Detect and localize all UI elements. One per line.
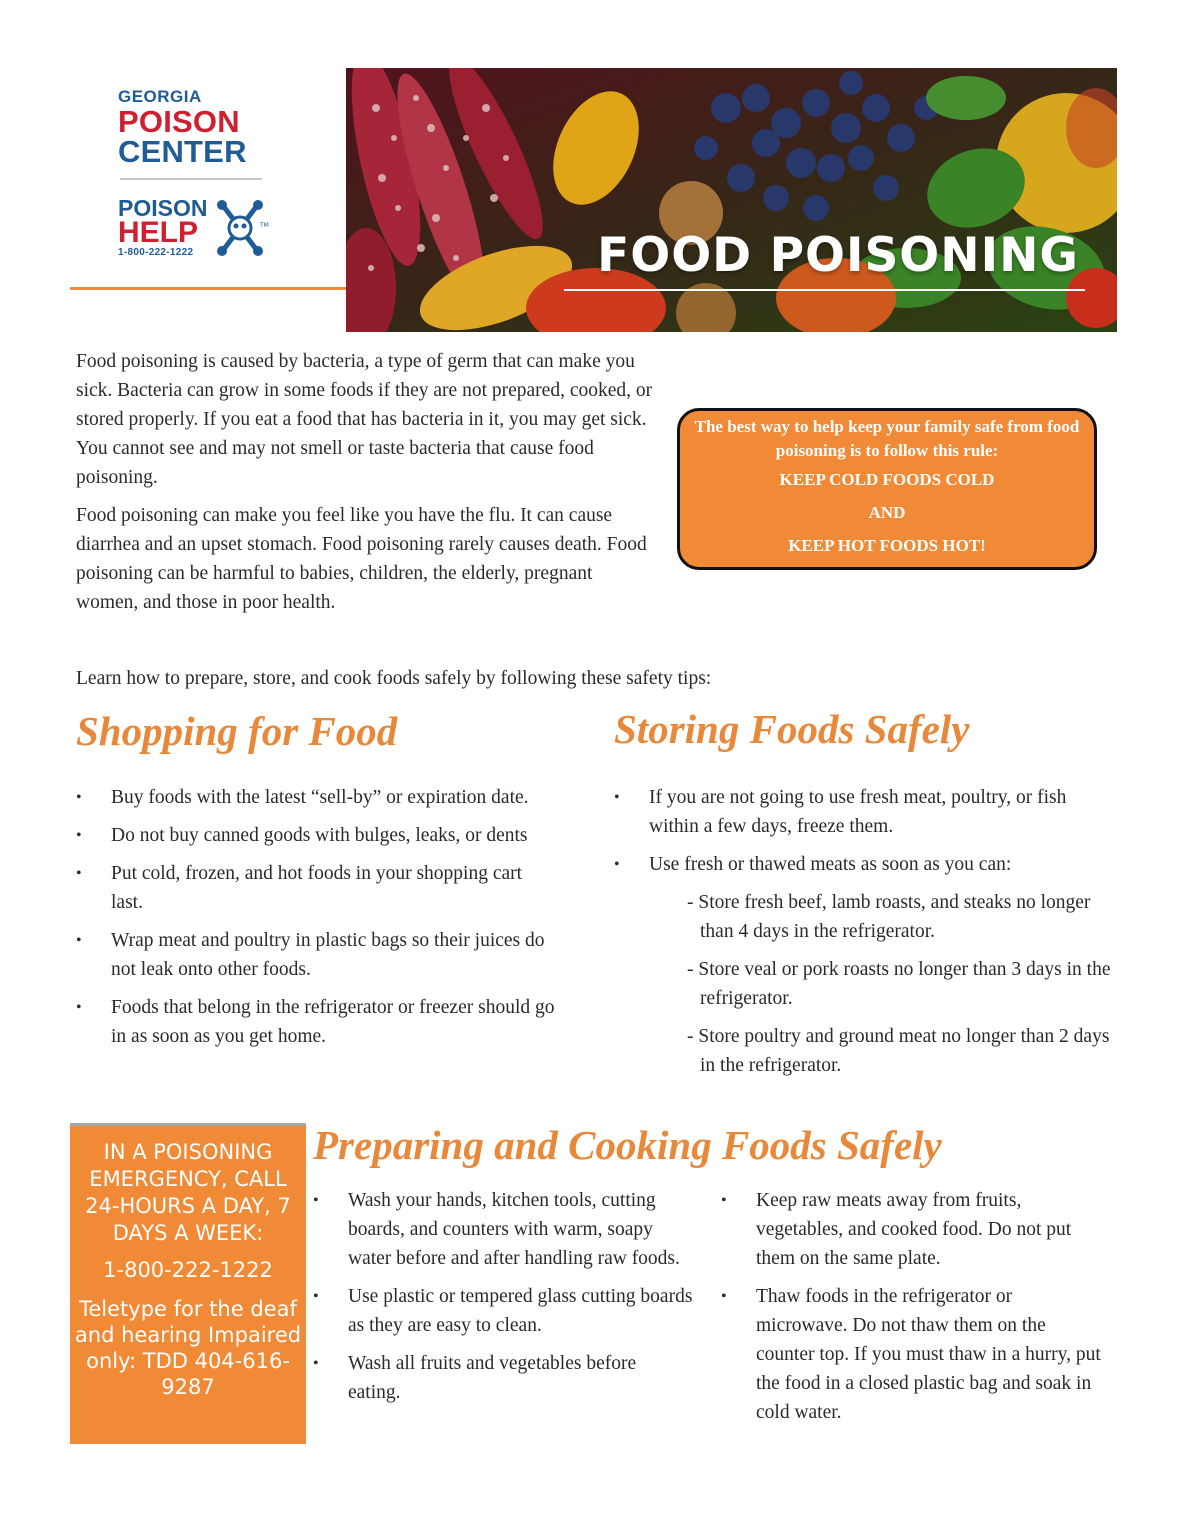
list-item-text: Keep raw meats away from fruits, vegetables, and cooked food. Do not put them on the same plate. [756, 1190, 1072, 1269]
bullet-icon: • [313, 1192, 319, 1209]
list-item [313, 1349, 693, 1407]
list-item-text: Use plastic or tempered glass cutting boards as they are easy to clean. [348, 1286, 693, 1336]
skull-crossbones-icon [210, 197, 270, 263]
poison-help-logo [118, 197, 268, 267]
logo-line-poison-help: POISON [118, 195, 208, 221]
emergency-callout [70, 1123, 306, 1444]
list-item [76, 821, 556, 850]
rule-callout [677, 408, 1097, 570]
list-item-text: Buy foods with the latest “sell-by” or expiration date. [111, 787, 529, 808]
intro-paragraph-1: Food poisoning is caused by bacteria, a type of germ that can make you sick. Bacteria can grow in some foods if they are not prepared, cooked, or stored properly. If you eat a food that has bacteria in it, you may get sick. You cannot see and may not smell or taste bacteria that cause food poisoning. [76, 351, 653, 488]
safety-tips-intro: Learn how to prepare, store, and cook foods safely by following these safety tips: [76, 668, 712, 689]
list-item-text: Foods that belong in the refrigerator or freezer should go in as soon as you get home. [111, 997, 555, 1047]
storing-heading: Storing Foods Safely [614, 706, 970, 752]
sublist-item: - Store poultry and ground meat no longer than 2 days in the refrigerator. [687, 1026, 1110, 1076]
bullet-icon: • [76, 865, 82, 882]
rule-line-hot: KEEP HOT FOODS HOT! [788, 536, 986, 555]
list-item [76, 783, 556, 812]
logo-phone: 1-800-222-1222 [118, 247, 194, 258]
intro-section [76, 347, 656, 626]
bullet-icon: • [721, 1192, 727, 1209]
list-item [76, 926, 556, 984]
list-item-text: Wash your hands, kitchen tools, cutting boards, and counters with warm, soapy water before and after handling raw foods. [348, 1190, 680, 1269]
logo-line-help: HELP [118, 216, 199, 249]
preparing-heading: Preparing and Cooking Foods Safely [313, 1122, 942, 1168]
intro-paragraph-2: Food poisoning can make you feel like you have the flu. It can cause diarrhea and an upset stomach. Food poisoning rarely causes death. Food poisoning can be harmful to babies, children, the elderly, pregnant women, and those in poor health. [76, 505, 647, 613]
list-item-text: If you are not going to use fresh meat, poultry, or fish within a few days, freeze them. [649, 787, 1067, 837]
list-item [313, 1282, 693, 1340]
bullet-icon: • [76, 999, 82, 1016]
list-item [614, 783, 1114, 841]
shopping-heading: Shopping for Food [76, 708, 398, 754]
bullet-icon: • [313, 1288, 319, 1305]
list-item-text: Do not buy canned goods with bulges, leaks, or dents [111, 825, 528, 846]
list-item-text: Wash all fruits and vegetables before eating. [348, 1353, 637, 1403]
list-item-text: Put cold, frozen, and hot foods in your shopping cart last. [111, 863, 523, 913]
rule-intro: The best way to help keep your family safe from food poisoning is to follow this rule: [694, 417, 1080, 460]
bullet-icon: • [614, 856, 620, 873]
storing-list [614, 783, 1114, 888]
emergency-phone: 1-800-222-1222 [103, 1258, 273, 1282]
title-underline [564, 289, 1085, 291]
bullet-icon: • [76, 932, 82, 949]
logo-line-center: CENTER [118, 134, 247, 169]
tdd-info: Teletype for the deaf and hearing Impaired only: TDD 404-616-9287 [74, 1297, 302, 1399]
sublist-item: - Store veal or pork roasts no longer than 3 days in the refrigerator. [687, 959, 1111, 1009]
logo-line-georgia: GEORGIA [118, 87, 202, 106]
bullet-icon: • [76, 827, 82, 844]
list-item [614, 850, 1114, 879]
bullet-icon: • [614, 789, 620, 806]
list-item [76, 993, 556, 1051]
header-accent-rule [70, 287, 346, 290]
georgia-poison-center-logo [118, 88, 263, 167]
bullet-icon: • [76, 789, 82, 806]
list-item [721, 1282, 1101, 1427]
storing-sublist [683, 888, 1123, 1089]
list-item [313, 1186, 693, 1273]
bullet-icon: • [721, 1288, 727, 1305]
list-item-text: Thaw foods in the refrigerator or microwave. Do not thaw them on the counter top. If you must thaw in a hurry, put the food in a closed plastic bag and soak in cold water. [756, 1286, 1101, 1423]
logo-divider [120, 178, 262, 180]
list-item [76, 859, 556, 917]
page-title: FOOD POISONING [597, 228, 1079, 283]
preparing-list-right [721, 1186, 1101, 1436]
rule-line-and: AND [868, 503, 906, 522]
emergency-instructions: IN A POISONING EMERGENCY, CALL 24-HOURS A DAY, 7 DAYS A WEEK: [85, 1140, 291, 1245]
rule-line-cold: KEEP COLD FOODS COLD [779, 470, 995, 489]
logo-line-poison: POISON [118, 104, 240, 139]
list-item-text: Wrap meat and poultry in plastic bags so their juices do not leak onto other foods. [111, 930, 545, 980]
bullet-icon: • [313, 1355, 319, 1372]
list-item [721, 1186, 1101, 1273]
trademark-mark: TM [260, 222, 269, 229]
list-item-text: Use fresh or thawed meats as soon as you can: [649, 854, 1012, 875]
sublist-item: - Store fresh beef, lamb roasts, and steaks no longer than 4 days in the refrigerator. [687, 892, 1091, 942]
produce-photo [346, 68, 1117, 332]
header-banner [346, 68, 1117, 332]
shopping-list [76, 783, 556, 1060]
preparing-list-left [313, 1186, 693, 1416]
